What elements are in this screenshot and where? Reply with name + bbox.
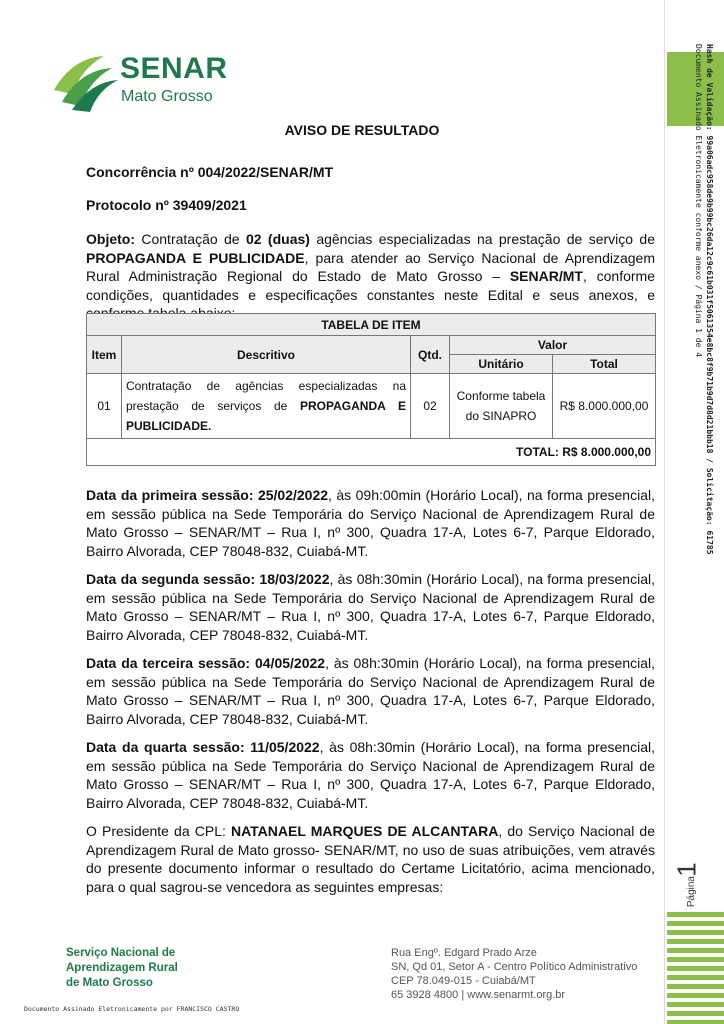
session-3-paragraph [86,654,655,728]
logo-brand: SENAR [120,52,228,85]
objeto-bold-2: PROPAGANDA E PUBLICIDADE [86,249,305,266]
page-border [664,0,665,1024]
session-2-text: , às 08h:30min (Horário Local), na forma presencial, em sessão pública na Sede Temporária do Serviço Nacional de Aprendizagem Rural de Mato Grosso – SENAR/MT – Rua I, nº 300, Quadra 17-A, Lotes 6-7, Parque Eldorado, Bairro Alvorada, CEP 78048-832, Cuiabá-MT. [86,571,655,643]
footer-org-line-1: Serviço Nacional de [66,947,176,959]
footer-org-line-3: de Mato Grosso [66,977,153,989]
footer-address [391,946,637,1002]
session-1-paragraph [86,486,655,560]
objeto-text-4: , conforme condições, quantidades e especificações constantes neste Edital e seus anexos, e [86,268,656,303]
footer-address-line-4: 65 3928 4800 | www.senarmt.org.br [391,989,566,1001]
page-title: AVISO DE RESULTADO [284,122,440,138]
page-number: 1 [671,862,702,877]
cell-descritivo [122,374,411,439]
header-item: Item [87,336,122,374]
signed-by-notice: Documento Assinado Eletronicamente por FRANCISCO CASTRO [24,1005,240,1013]
table-caption: TABELA DE ITEM [87,314,656,336]
logo-region: Mato Grosso [121,88,213,105]
session-4-label: Data da quarta sessão: 11/05/2022 [86,739,320,755]
header-qtd: Qtd. [411,336,450,374]
session-3-label: Data da terceira sessão: 04/05/2022 [86,655,326,671]
item-table [86,313,656,466]
header-unitario: Unitário [450,355,553,374]
session-1-text: , às 09h:00min (Horário Local), na forma presencial, em sessão pública na Sede Temporária do Serviço Nacional de Aprendizagem Rural de Mato Grosso – SENAR/MT – Rua I, nº 300, Quadra 17-A, Lotes 6-7, Parque Eldorado, Bairro Alvorada, CEP 78048-832, Cuiabá-MT. [86,487,655,559]
side-green-stripes [667,912,724,1024]
session-2-label: Data da segunda sessão: 18/03/2022 [86,571,330,587]
footer-address-line-1: Rua Engº. Edgard Prado Arze [391,947,537,959]
grand-total: TOTAL: R$ 8.000.000,00 [87,439,656,466]
cell-desc-bold: PROPAGANDA E PUBLICIDADE. [126,399,406,433]
objeto-paragraph [86,230,655,323]
signed-notice: Documento Assinado Eletronicamente conforme anexo / Página 1 de 4 [694,44,703,358]
cell-total: R$ 8.000.000,00 [553,374,656,439]
objeto-text-2: agências especializadas na prestação de serviço de [309,231,655,247]
footer-organization [66,946,178,991]
session-3-text: , às 08h:30min (Horário Local), na forma presencial, em sessão pública na Sede Temporária do Serviço Nacional de Aprendizagem Rural de Mato Grosso – SENAR/MT – Rua I, nº 300, Quadra 17-A, Lotes 6-7, Parque Eldorado, Bairro Alvorada, CEP 78048-832, Cuiabá-MT. [86,655,656,727]
validation-hash: Hash de Validação: 99a06adc958de9b99bc26da12c9c61b031f5061354e8bc8f9b71b9d7d8d21bbb18 / Solicitação: 61785 [705,44,714,555]
presidente-text-1: O Presidente da CPL: [86,823,231,839]
presidente-name: NATANAEL MARQUES DE ALCANTARA [230,823,499,839]
session-4-paragraph [86,738,655,812]
footer-address-line-2: SN, Qd 01, Setor A - Centro Político Administrativo [391,961,638,973]
header-valor: Valor [450,336,656,355]
page-label: Página [686,876,697,908]
objeto-bold-1: 02 (duas) [245,231,310,247]
objeto-bold-3: SENAR/MT [509,268,583,285]
cell-unitario: Conforme tabela do SINAPRO [450,374,553,439]
table-row [87,374,656,439]
cell-item: 01 [87,374,122,439]
objeto-text-3: , para atender ao Serviço Nacional de Aprendizagem Rural Administração Regional do Estado de Mato Grosso – [86,249,655,285]
presidente-paragraph [86,822,655,896]
footer-address-line-3: CEP 78.049-015 - Cuiabá/MT [391,975,536,987]
header-total: Total [553,355,656,374]
cell-qtd: 02 [411,374,450,439]
presidente-text-2: , do Serviço Nacional de Aprendizagem Rural de Mato grosso- SENAR/MT, no uso de suas atribuições, vem através do presente documento informar o resultado do Certame Licitatório, acima mencionado, para o qual sagrou-se vencedora as seguintes empresas: [86,823,655,895]
concorrencia-line: Concorrência nº 004/2022/SENAR/MT [86,164,334,180]
protocolo-line: Protocolo nº 39409/2021 [86,197,247,213]
cell-desc-text: Contratação de agências especializadas na prestação de serviços de [126,379,406,413]
footer-org-line-2: Aprendizagem Rural [66,962,178,974]
session-4-text: , às 08h:30min (Horário Local), na forma presencial, em sessão pública na Sede Temporária do Serviço Nacional de Aprendizagem Rural de Mato Grosso – SENAR/MT – Rua I, nº 300, Quadra 17-A, Lotes 6-7, Parque Eldorado, Bairro Alvorada, CEP 78048-832, Cuiabá-MT. [86,739,655,811]
session-1-label: Data da primeira sessão: 25/02/2022 [86,487,329,503]
objeto-text-1: Contratação de [135,231,246,247]
session-2-paragraph [86,570,655,644]
header-descritivo: Descritivo [122,336,411,374]
objeto-label: Objeto: [86,231,135,247]
